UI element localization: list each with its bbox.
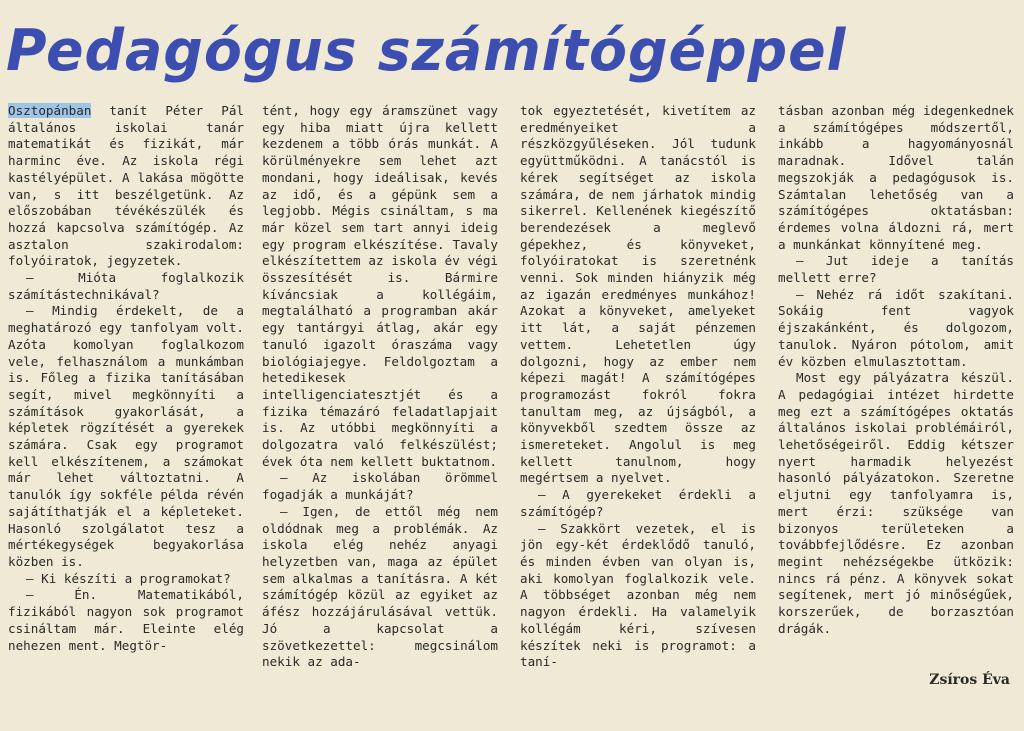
paragraph: [8, 103, 244, 270]
paragraph: tok egyeztetését, kivetítem az eredményeiket a részközgyűléseken. Jól tudunk együttműködni. A tanácstól is kérek segítséget az iskola számára, de nem járhatok mindig sikerrel. Kellenének kiegészítő berendezések a meglevő gépekhez, és könyveket, folyóiratokat is szeretnénk venni. Sok minden hiányzik még az igazán eredményes munkához! Azokat a könyveket, amelyeket itt lát, a saját pénzemen vettem. Lehetetlen úgy dolgozni, hogy az ember nem képezi magát! A számítógépes programozást fokról fokra tanultam meg, az újságból, a könyvekből szedtem össze az ismereteket. Angolul is meg kellett tanulnom, hogy megértsem a nyelvet.: [520, 103, 756, 486]
question: — Mióta foglalkozik számítástechnikával?: [8, 270, 244, 302]
answer: — Nehéz rá időt szakítani. Sokáig fent vagyok éjszakánként, és dolgozom, tanulok. Nyáron pótolom, amit év közben elmulasztottam.: [778, 286, 1014, 369]
answer: — Igen, de ettől még nem oldódnak meg a problémák. Az iskola elég nehéz anyagi helyzetben van, maga az épület sem alkalmas a tanításra. A két számítógép közül az egyiket az áfész hozzájárulásával vettük. Jó a kapcsolat a szövetkezettel: megcsinálom nekik az ada-: [262, 503, 498, 670]
question: — Az iskolában örömmel fogadják a munkáját?: [262, 470, 498, 503]
answer: — Szakkört vezetek, el is jön egy-két érdeklődő tanuló, és minden évben van olyan is, aki komolyan foglalkozik vele. A többséget azonban még nem nagyon érdekli. Ha valamelyik kollégám kéri, szívesen készítek neki is programot: a taní-: [520, 520, 756, 670]
question: — Jut ideje a tanítás mellett erre?: [778, 253, 1014, 286]
article-column-2: [262, 103, 498, 671]
author-signature: Zsíros Éva: [929, 672, 1010, 688]
paragraph-text: tanít Péter Pál általános iskolai tanár matematikát és fizikát, már harminc éve. Az iskola régi kastélyépület. A lakása mögötte van, s itt beszélgetünk. Az előszobában tévékészülék és hozzá kapcsolva számítógép. Az asztalon szakirodalom: folyóiratok, jegyzetek.: [8, 103, 244, 269]
paragraph: tásban azonban még idegenkednek a számítógépes módszertől, inkább a hagyományosnál maradnak. Idővel talán megszokják a pedagógusok is. Számtalan lehetőség van a számítógépes oktatásban: érdemes volna áldozni rá, mert a munkánkat könnyítené meg.: [778, 103, 1014, 252]
question: — Ki készíti a programokat?: [26, 570, 231, 586]
paragraph: Most egy pályázatra készül. A pedagógiai intézet hirdette meg ezt a számítógépes oktatás általános iskolai problémáiról, lehetőségeiről. Eddig kétszer nyert harmadik helyezést hasonló pályázatokon. Szeretne eljutni egy tanfolyamra is, mert érzi: szüksége van bizonyos területeken a továbbfejlődésre. Ez azonban megint nehézségekbe ütközik: nincs rá pénz. A könyvek sokat segítenek, mert jó minőségűek, korszerűek, de borzasztóan drágák.: [778, 370, 1014, 636]
paragraph: tént, hogy egy áramszünet vagy egy hiba miatt újra kellett kezdenem a több órás munkát. A körülményekre sem lehet azt mondani, hogy ideálisak, kevés az idő, és a gépünk sem a legjobb. Mégis csináltam, s ma már közel sem tart annyi ideig egy program elkészítése. Tavaly elkészítettem az iskola év végi összesítését is. Bármire kíváncsiak a kollégáim, megtalálható a programban akár egy tantárgyi átlag, akár egy tanuló igazolt óraszáma vagy biológiajegye. Feldolgoztam a hetedikesek intelligenciatesztjét és a fizika témazáró feladatlapjait is. Az utóbbi megkönnyíti a dolgozatra való felkészülést; évek óta nem kellett buktatnom.: [262, 103, 498, 469]
article-column-3: [520, 103, 756, 671]
article-column-1: [8, 103, 244, 654]
question: — A gyerekeket érdekli a számítógép?: [520, 487, 756, 519]
answer: — Mindig érdekelt, de a meghatározó egy tanfolyam volt. Azóta komolyan foglalkozom vele, felhasználom a munkámban is. Főleg a fizika tanításában segít, mivel megkönnyíti a számítások gyakorlását, a képletek rögzítését a gyerekek számára. Csak egy programot kell elkészítenem, a számokat már lehet változtatni. A tanulók így sokféle példa révén sajátíthatják el a képleteket. Hasonló szolgálatot tesz a mértékegységek begyakorlása közben is.: [8, 303, 244, 569]
answer: — Én. Matematikából, fizikából nagyon sok programot csináltam már. Eleinte elég nehezen ment. Megtör-: [8, 587, 244, 653]
headline: Pedagógus számítógéppel: [6, 18, 847, 84]
article-column-4: [778, 103, 1014, 638]
highlighted-word[interactable]: Osztopánban: [8, 103, 92, 118]
